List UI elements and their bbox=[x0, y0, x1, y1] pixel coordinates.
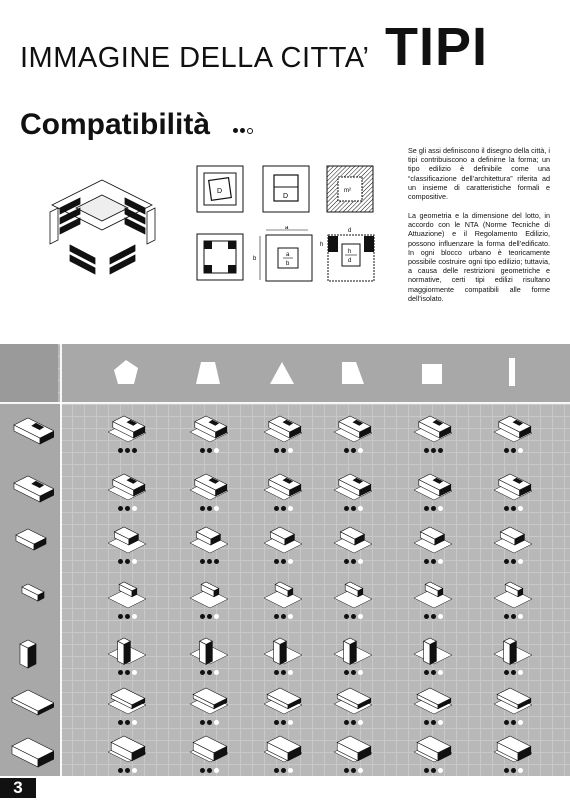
label-dd: d bbox=[348, 228, 352, 234]
row-type-slab bbox=[10, 680, 54, 724]
label-d2: D bbox=[283, 193, 289, 200]
rating-dot-empty bbox=[288, 559, 293, 564]
rating-dot-empty bbox=[358, 559, 363, 564]
rating-dot-filled bbox=[207, 448, 212, 453]
compat-rating bbox=[200, 506, 219, 511]
rating-dot-empty bbox=[132, 768, 137, 773]
body-paragraph: La geometria e la dimensione del lotto, in accordo con le NTA (Norme Tecniche di Attuazione) e il Regolamento Edilizio, possono influenzare la forma dell’edificato. In ogni blocco urbano è teoricamente possibile costruire ogni tipo edilizio; tuttavia, a causa delle restrizioni geometriche e normative, certi tipi edilizi risultano maggiormente compatibili alle forme dell’isolato. bbox=[408, 211, 550, 303]
rating-dot-filled bbox=[344, 670, 349, 675]
rating-dot-filled bbox=[281, 559, 286, 564]
lot-diagram-split bbox=[262, 165, 310, 213]
label-b: b bbox=[253, 256, 257, 262]
intro-paragraph: Se gli assi definiscono il disegno della città, i tipi contribuiscono a definirne la forma; un tipo edilizio è definibile come una “classificazione dell’architettura” riferita ad un insieme di caratteristiche formali e compositive. bbox=[408, 146, 550, 202]
rating-dot-filled bbox=[274, 768, 279, 773]
label-d: D bbox=[217, 188, 223, 195]
rating-dot-empty bbox=[438, 768, 443, 773]
rating-dot-empty bbox=[438, 559, 443, 564]
label-a: a bbox=[285, 226, 289, 231]
rating-dot-filled bbox=[240, 128, 245, 133]
rating-dot-empty bbox=[288, 614, 293, 619]
compat-rating bbox=[344, 670, 363, 675]
header-title: IMMAGINE DELLA CITTA’ bbox=[20, 42, 370, 74]
compat-rating bbox=[424, 670, 443, 675]
rating-dot-filled bbox=[424, 670, 429, 675]
rating-dot-filled bbox=[118, 448, 123, 453]
column-shape-pentagon bbox=[110, 356, 142, 388]
rating-dot-filled bbox=[424, 768, 429, 773]
rating-dot-filled bbox=[200, 614, 205, 619]
rating-dot-empty bbox=[214, 614, 219, 619]
compat-rating bbox=[200, 768, 219, 773]
compat-rating bbox=[504, 614, 523, 619]
rating-dot-empty bbox=[358, 768, 363, 773]
rating-dot-filled bbox=[118, 614, 123, 619]
column-shape-rectangle bbox=[496, 356, 528, 388]
compat-rating bbox=[274, 448, 293, 453]
rating-dot-empty bbox=[518, 670, 523, 675]
compat-rating bbox=[424, 768, 443, 773]
rating-dot-empty bbox=[358, 670, 363, 675]
compat-rating bbox=[504, 506, 523, 511]
rating-dots bbox=[233, 128, 253, 134]
lot-diagram-height bbox=[318, 226, 384, 288]
rating-dot-empty bbox=[358, 448, 363, 453]
rating-dot-empty bbox=[288, 768, 293, 773]
rating-dot-filled bbox=[424, 614, 429, 619]
rating-dot-filled bbox=[424, 448, 429, 453]
rating-dot-filled bbox=[274, 506, 279, 511]
lot-diagram-area bbox=[326, 165, 374, 213]
rating-dot-filled bbox=[125, 506, 130, 511]
rating-dot-filled bbox=[351, 506, 356, 511]
rating-dot-filled bbox=[511, 670, 516, 675]
row-type-l-block bbox=[10, 519, 54, 563]
compat-rating bbox=[424, 506, 443, 511]
label-frac-b: b bbox=[286, 261, 290, 267]
label-fh: h bbox=[348, 249, 352, 255]
rating-dot-filled bbox=[344, 768, 349, 773]
rating-dot-filled bbox=[281, 670, 286, 675]
rating-dot-filled bbox=[431, 448, 436, 453]
rating-dot-empty bbox=[358, 614, 363, 619]
rating-dot-filled bbox=[207, 559, 212, 564]
matrix-corner bbox=[0, 344, 58, 402]
rating-dot-empty bbox=[518, 768, 523, 773]
rating-dot-empty bbox=[438, 614, 443, 619]
rating-dot-filled bbox=[511, 768, 516, 773]
label-frac-a: a bbox=[286, 252, 290, 258]
rating-dot-filled bbox=[504, 670, 509, 675]
lot-diagram-corners bbox=[196, 233, 244, 281]
rating-dot-empty bbox=[288, 448, 293, 453]
rating-dot-filled bbox=[431, 768, 436, 773]
rating-dot-filled bbox=[200, 448, 205, 453]
compat-rating bbox=[424, 559, 443, 564]
row-type-c-block bbox=[10, 466, 54, 510]
rating-dot-empty bbox=[518, 506, 523, 511]
rating-dot-filled bbox=[504, 448, 509, 453]
rating-dot-filled bbox=[125, 768, 130, 773]
rating-dot-filled bbox=[351, 559, 356, 564]
rating-dot-empty bbox=[132, 559, 137, 564]
rating-dot-filled bbox=[351, 614, 356, 619]
label-h: h bbox=[320, 242, 324, 248]
header-tipi: TIPI bbox=[385, 17, 489, 77]
rating-dot-empty bbox=[132, 614, 137, 619]
rating-dot-filled bbox=[233, 128, 238, 133]
rating-dot-empty bbox=[214, 670, 219, 675]
rating-dot-empty bbox=[438, 506, 443, 511]
rating-dot-empty bbox=[358, 506, 363, 511]
rating-dot-filled bbox=[511, 506, 516, 511]
row-type-tower bbox=[10, 630, 54, 674]
rating-dot-filled bbox=[511, 614, 516, 619]
label-fd: d bbox=[348, 258, 352, 264]
rating-dot-empty bbox=[288, 506, 293, 511]
compat-rating bbox=[344, 448, 363, 453]
rating-dot-empty bbox=[518, 559, 523, 564]
rating-dot-filled bbox=[431, 614, 436, 619]
compat-rating bbox=[344, 614, 363, 619]
lot-diagram-ratio bbox=[252, 226, 316, 288]
compat-rating bbox=[118, 559, 137, 564]
compat-rating bbox=[118, 614, 137, 619]
compat-rating bbox=[118, 448, 137, 453]
rating-dot-filled bbox=[274, 448, 279, 453]
lot-diagram-distance bbox=[196, 165, 244, 213]
rating-dot-filled bbox=[274, 670, 279, 675]
compat-rating bbox=[344, 506, 363, 511]
rating-dot-filled bbox=[344, 614, 349, 619]
rating-dot-filled bbox=[504, 614, 509, 619]
rating-dot-filled bbox=[200, 670, 205, 675]
courtyard-axonometric-illustration bbox=[40, 170, 165, 275]
rating-dot-empty bbox=[438, 670, 443, 675]
rating-dot-filled bbox=[344, 506, 349, 511]
rating-dot-filled bbox=[344, 448, 349, 453]
column-shape-right-trapezoid bbox=[336, 356, 368, 388]
rating-dot-filled bbox=[511, 559, 516, 564]
rating-dot-filled bbox=[200, 768, 205, 773]
compat-rating bbox=[504, 768, 523, 773]
compat-rating bbox=[200, 614, 219, 619]
rating-dot-filled bbox=[207, 506, 212, 511]
compat-rating bbox=[200, 559, 219, 564]
rating-dot-filled bbox=[438, 448, 443, 453]
rating-dot-filled bbox=[118, 768, 123, 773]
rating-dot-filled bbox=[431, 670, 436, 675]
compat-rating bbox=[344, 768, 363, 773]
column-shape-trapezoid bbox=[192, 356, 224, 388]
compat-rating bbox=[504, 670, 523, 675]
rating-dot-filled bbox=[118, 559, 123, 564]
rating-dot-empty bbox=[247, 128, 253, 134]
rating-dot-filled bbox=[274, 559, 279, 564]
rating-dot-filled bbox=[200, 559, 205, 564]
rating-dot-filled bbox=[200, 506, 205, 511]
rating-dot-filled bbox=[504, 768, 509, 773]
row-type-low-block bbox=[10, 728, 54, 772]
rating-dot-filled bbox=[424, 506, 429, 511]
compat-rating bbox=[504, 559, 523, 564]
column-shape-triangle bbox=[266, 356, 298, 388]
rating-dot-filled bbox=[125, 448, 130, 453]
page-number: 3 bbox=[0, 778, 36, 798]
compat-rating bbox=[424, 614, 443, 619]
column-shape-square bbox=[416, 356, 448, 388]
compat-rating bbox=[504, 448, 523, 453]
compat-rating bbox=[274, 559, 293, 564]
rating-dot-filled bbox=[511, 448, 516, 453]
label-m2: m² bbox=[344, 188, 351, 194]
rating-dot-filled bbox=[118, 670, 123, 675]
compat-rating bbox=[274, 614, 293, 619]
rating-dot-empty bbox=[214, 768, 219, 773]
compat-rating bbox=[274, 670, 293, 675]
rating-dot-filled bbox=[504, 559, 509, 564]
rating-dot-filled bbox=[431, 506, 436, 511]
rating-dot-filled bbox=[125, 614, 130, 619]
compat-rating bbox=[274, 506, 293, 511]
rating-dot-filled bbox=[281, 448, 286, 453]
compat-rating bbox=[424, 448, 443, 453]
rating-dot-filled bbox=[207, 768, 212, 773]
row-type-bar bbox=[10, 574, 54, 618]
compat-rating bbox=[200, 448, 219, 453]
rating-dot-filled bbox=[281, 506, 286, 511]
rating-dot-empty bbox=[518, 448, 523, 453]
compat-rating bbox=[118, 670, 137, 675]
rating-dot-filled bbox=[344, 559, 349, 564]
compat-rating bbox=[200, 670, 219, 675]
row-type-courtyard bbox=[10, 408, 54, 452]
rating-dot-empty bbox=[132, 506, 137, 511]
rating-dot-filled bbox=[351, 448, 356, 453]
rating-dot-empty bbox=[214, 506, 219, 511]
compat-rating bbox=[274, 768, 293, 773]
rating-dot-filled bbox=[431, 559, 436, 564]
compatibility-matrix bbox=[0, 344, 570, 776]
rating-dot-filled bbox=[125, 670, 130, 675]
rating-dot-empty bbox=[214, 448, 219, 453]
compat-rating bbox=[344, 559, 363, 564]
compat-rating bbox=[118, 506, 137, 511]
rating-dot-filled bbox=[207, 670, 212, 675]
matrix-divider bbox=[60, 344, 62, 776]
rating-dot-filled bbox=[351, 768, 356, 773]
rating-dot-filled bbox=[125, 559, 130, 564]
rating-dot-filled bbox=[351, 670, 356, 675]
rating-dot-empty bbox=[518, 614, 523, 619]
rating-dot-filled bbox=[207, 614, 212, 619]
rating-dot-filled bbox=[281, 614, 286, 619]
rating-dot-filled bbox=[281, 768, 286, 773]
rating-dot-filled bbox=[424, 559, 429, 564]
rating-dot-filled bbox=[132, 448, 137, 453]
rating-dot-filled bbox=[214, 559, 219, 564]
compat-rating bbox=[118, 768, 137, 773]
rating-dot-empty bbox=[132, 670, 137, 675]
rating-dot-filled bbox=[274, 614, 279, 619]
section-title: Compatibilità bbox=[20, 108, 211, 141]
rating-dot-empty bbox=[288, 670, 293, 675]
rating-dot-filled bbox=[118, 506, 123, 511]
rating-dot-filled bbox=[504, 506, 509, 511]
